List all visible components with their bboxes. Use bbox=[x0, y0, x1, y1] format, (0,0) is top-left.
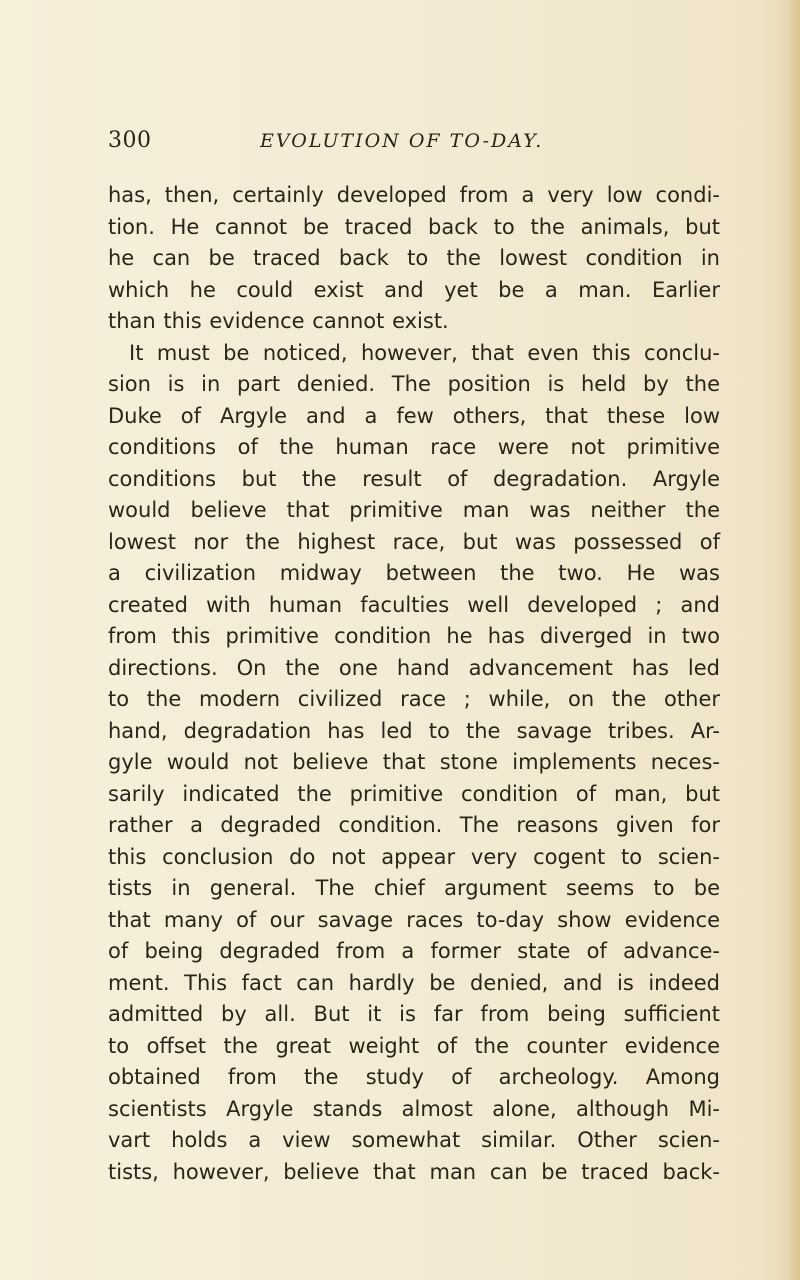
text-line: that many of our savage races to-day show evidence bbox=[108, 907, 720, 932]
text-line: created with human faculties well developed ; and bbox=[108, 592, 720, 617]
body-text bbox=[108, 180, 720, 1188]
text-line: hand, degradation has led to the savage tribes. Ar- bbox=[108, 718, 720, 743]
page-header bbox=[108, 128, 708, 158]
text-line: Duke of Argyle and a few others, that these low bbox=[108, 403, 720, 428]
text-line: would believe that primitive man was neither the bbox=[108, 498, 720, 522]
text-line: vart holds a view somewhat similar. Other scien- bbox=[108, 1128, 720, 1152]
text-line: scientists Argyle stands almost alone, although Mi- bbox=[108, 1096, 720, 1121]
text-line: has, then, certainly developed from a very low condi- bbox=[108, 183, 720, 207]
text-line: than this evidence cannot exist. bbox=[108, 309, 449, 333]
text-line: directions. On the one hand advancement has led bbox=[108, 655, 720, 680]
page-number: 300 bbox=[108, 128, 152, 153]
page-edge-shadow bbox=[786, 0, 800, 1280]
text-line: rather a degraded condition. The reasons given for bbox=[108, 813, 720, 837]
text-line: ment. This fact can hardly be denied, and is indeed bbox=[108, 970, 720, 995]
text-line: sarily indicated the primitive condition of man, but bbox=[108, 781, 720, 806]
text-line: he can be traced back to the lowest condition in bbox=[108, 246, 720, 270]
text-line: of being degraded from a former state of advance- bbox=[108, 939, 720, 963]
text-line: which he could exist and yet be a man. Earlier bbox=[108, 277, 720, 302]
text-line: sion is in part denied. The position is held by the bbox=[108, 372, 720, 396]
running-title: EVOLUTION OF TO-DAY. bbox=[260, 130, 544, 152]
text-line: It must be noticed, however, that even this conclu- bbox=[129, 340, 720, 365]
text-line: a civilization midway between the two. He was bbox=[108, 561, 720, 585]
text-line: admitted by all. But it is far from being sufficient bbox=[108, 1002, 720, 1026]
text-line: obtained from the study of archeology. Among bbox=[108, 1065, 720, 1089]
text-line: to the modern civilized race ; while, on the other bbox=[108, 687, 720, 711]
text-line: gyle would not believe that stone implements neces- bbox=[108, 750, 720, 774]
text-line: from this primitive condition he has diverged in two bbox=[108, 624, 720, 648]
text-line: tists, however, believe that man can be traced back- bbox=[108, 1159, 720, 1184]
text-line: to offset the great weight of the counter evidence bbox=[108, 1033, 720, 1058]
text-line: conditions but the result of degradation. Argyle bbox=[108, 466, 720, 491]
text-line: conditions of the human race were not primitive bbox=[108, 435, 720, 459]
text-line: tists in general. The chief argument seems to be bbox=[108, 876, 720, 900]
text-line: this conclusion do not appear very cogent to scien- bbox=[108, 844, 720, 869]
text-line: tion. He cannot be traced back to the animals, but bbox=[108, 214, 720, 239]
text-line: lowest nor the highest race, but was possessed of bbox=[108, 529, 720, 554]
